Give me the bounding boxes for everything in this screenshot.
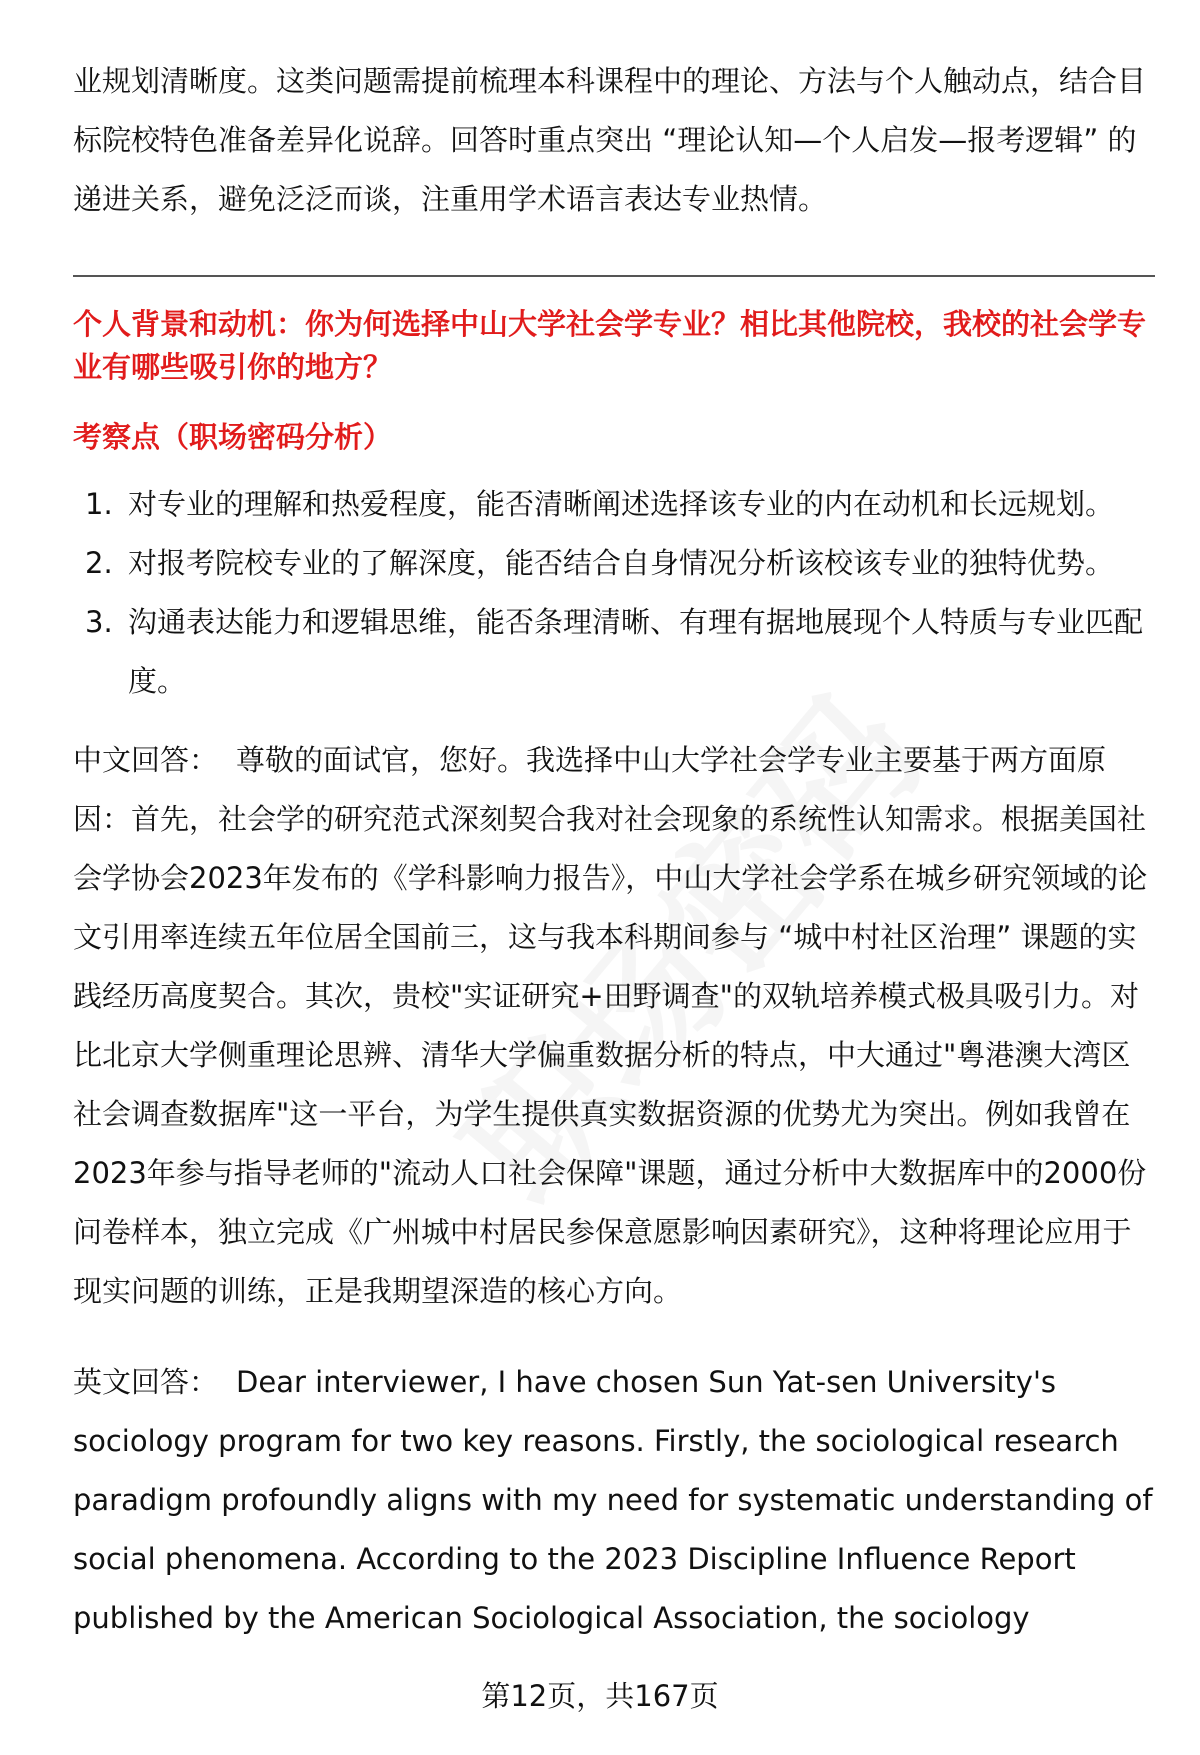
list-item	[73, 475, 1155, 534]
list-item-number: 1.	[85, 487, 113, 521]
assessment-subtitle: 考察点（职场密码分析）	[73, 420, 393, 454]
chinese-answer-label: 中文回答：	[73, 743, 219, 777]
assessment-points-list	[73, 475, 1155, 711]
english-answer-label: 英文回答：	[73, 1365, 219, 1399]
english-answer-text: Dear interviewer, I have chosen Sun Yat-sen University's sociology program for two key reasons. Firstly, the sociological research paradigm profoundly aligns with my need for systematic understanding of social phenomena. According to the 2023 Discipline Influence Report published by the American Sociological Association, the sociology	[73, 1365, 1153, 1635]
list-item	[73, 534, 1155, 593]
page-footer: 第12页，共167页	[481, 1679, 719, 1713]
list-item-number: 2.	[85, 546, 113, 580]
chinese-answer-text: 尊敬的面试官，您好。我选择中山大学社会学专业主要基于两方面原因：首先，社会学的研究范式深刻契合我对社会现象的系统性认知需求。根据美国社会学协会2023年发布的《学科影响力报告》，中山大学社会学系在城乡研究领域的论文引用率连续五年位居全国前三，这与我本科期间参与 “城中村社区治理” 课题的实践经历高度契合。其次，贵校"实证研究+田野调查"的双轨培养模式极具吸引力。对比北京大学侧重理论思辨、清华大学偏重数据分析的特点，中大通过"粤港澳大湾区社会调查数据库"这一平台，为学生提供真实数据资源的优势尤为突出。例如我曾在2023年参与指导老师的"流动人口社会保障"课题，通过分析中大数据库中的2000份问卷样本，独立完成《广州城中村居民参保意愿影响因素研究》，这种将理论应用于现实问题的训练，正是我期望深造的核心方向。	[73, 743, 1148, 1308]
list-item	[73, 593, 1155, 711]
question-title: 个人背景和动机：你为何选择中山大学社会学专业？相比其他院校，我校的社会学专业有哪些吸引你的地方？	[73, 307, 1147, 384]
list-item-text: 沟通表达能力和逻辑思维，能否条理清晰、有理有据地展现个人特质与专业匹配度。	[128, 605, 1144, 698]
intro-paragraph: 业规划清晰度。这类问题需提前梳理本科课程中的理论、方法与个人触动点，结合目标院校特色准备差异化说辞。回答时重点突出 “理论认知—个人启发—报考逻辑” 的递进关系，避免泛泛而谈，注重用学术语言表达专业热情。	[73, 64, 1147, 216]
chinese-answer	[73, 731, 1155, 1321]
document-page	[73, 52, 1155, 1680]
list-item-text: 对专业的理解和热爱程度，能否清晰阐述选择该专业的内在动机和长远规划。	[128, 487, 1115, 521]
english-answer	[73, 1353, 1155, 1648]
list-item-number: 3.	[85, 605, 113, 639]
list-item-text: 对报考院校专业的了解深度，能否结合自身情况分析该校该专业的独特优势。	[128, 546, 1115, 580]
section-divider	[73, 275, 1155, 277]
